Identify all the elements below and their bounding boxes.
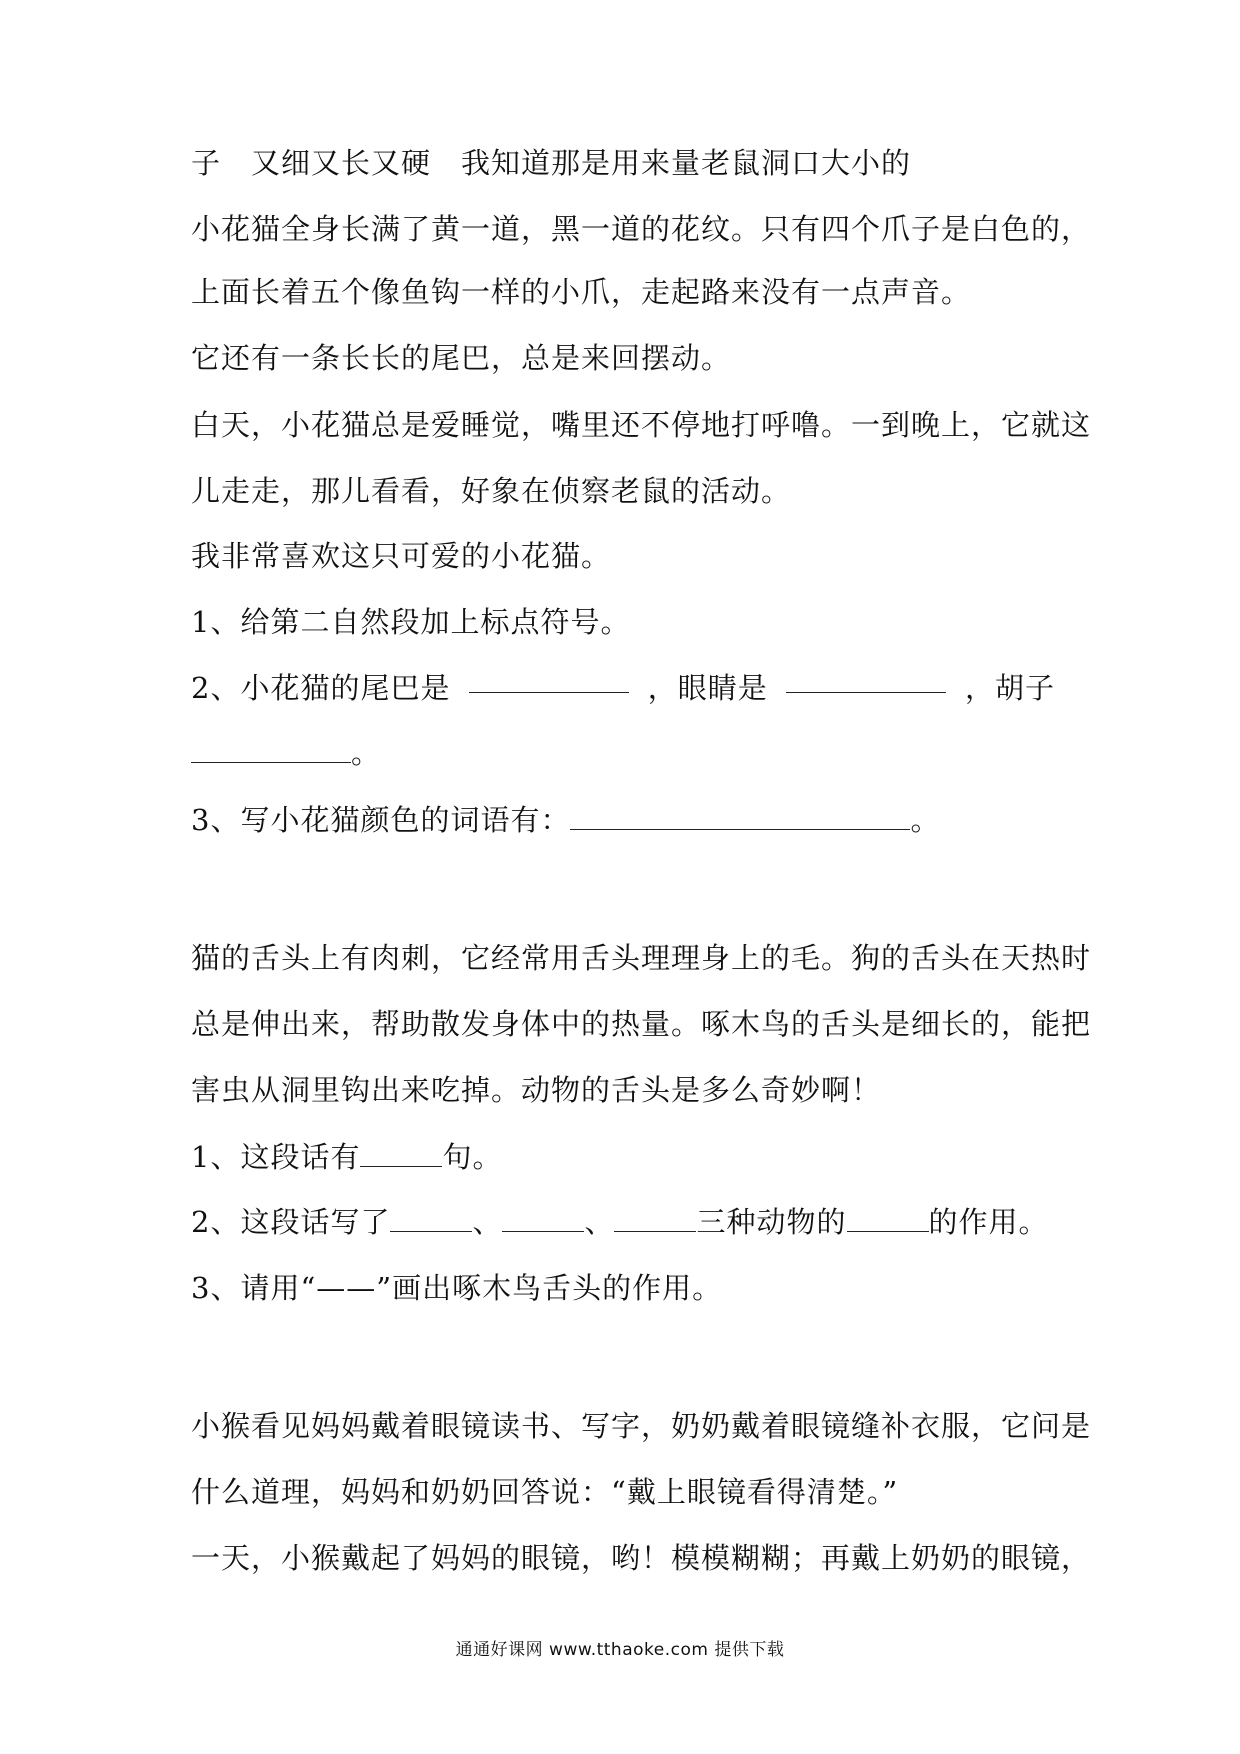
answer-blank[interactable] (614, 1207, 696, 1232)
q2-part-b: ，眼睛是 (647, 671, 768, 705)
passage1-line-7: 我非常喜欢这只可爱的小花猫。 (191, 539, 612, 573)
p2q2-suffix: 的作用。 (928, 1205, 1049, 1239)
passage1-line-3: 上面长着五个像鱼钩一样的小爪，走起路来没有一点声音。 (191, 275, 972, 309)
passage2-line-2: 总是伸出来，帮助散发身体中的热量。啄木鸟的舌头是细长的，能把 (191, 1007, 1092, 1041)
q3-prefix: 3、写小花猫颜色的词语有： (191, 803, 571, 837)
passage1-question-1: 1、给第二自然段加上标点符号。 (191, 605, 631, 639)
passage2-line-3: 害虫从洞里钩出来吃掉。动物的舌头是多么奇妙啊！ (191, 1073, 882, 1107)
passage1-line-4: 它还有一条长长的尾巴，总是来回摆动。 (191, 341, 732, 375)
q2-part-a: 2、小花猫的尾巴是 (191, 671, 451, 705)
p2q1-prefix: 1、这段话有 (191, 1140, 361, 1174)
p2q2-prefix: 2、这段话写了 (191, 1205, 391, 1239)
answer-blank[interactable] (502, 1207, 584, 1232)
passage1-line-5: 白天，小花猫总是爱睡觉，嘴里还不停地打呼噜。一到晚上，它就这 (191, 408, 1092, 442)
passage3-line-1: 小猴看见妈妈戴着眼镜读书、写字，奶奶戴着眼镜缝补衣服，它问是 (191, 1409, 1092, 1443)
passage1-line-2: 小花猫全身长满了黄一道，黑一道的花纹。只有四个爪子是白色的， (191, 212, 1092, 246)
p2q1-suffix: 句。 (442, 1140, 503, 1174)
page-footer: 通通好课网 www.tthaoke.com 提供下载 (455, 1640, 785, 1660)
answer-blank[interactable] (570, 805, 910, 830)
p2q2-sep1: 、 (472, 1205, 503, 1239)
answer-blank[interactable] (847, 1207, 929, 1232)
passage2-question-1 (191, 1137, 1061, 1177)
q3-end: 。 (910, 803, 941, 837)
answer-blank[interactable] (469, 668, 629, 693)
q2-end: 。 (351, 736, 382, 770)
p2q2-sep2: 、 (584, 1205, 615, 1239)
passage2-question-3: 3、请用“——”画出啄木鸟舌头的作用。 (191, 1271, 723, 1305)
passage2-line-1: 猫的舌头上有肉刺，它经常用舌头理理身上的毛。狗的舌头在天热时 (191, 941, 1092, 975)
passage3-line-2: 什么道理，妈妈和奶奶回答说：“戴上眼镜看得清楚。” (191, 1475, 899, 1509)
answer-blank[interactable] (390, 1207, 472, 1232)
passage2-question-2 (191, 1202, 1061, 1242)
passage1-question-3 (191, 800, 1061, 840)
passage1-question-2 (191, 668, 1055, 708)
passage1-question-2-cont (191, 733, 1061, 773)
passage1-line-6: 儿走走，那儿看看，好象在侦察老鼠的活动。 (191, 474, 792, 508)
answer-blank[interactable] (786, 668, 946, 693)
answer-blank[interactable] (360, 1142, 442, 1167)
passage1-line-1: 子 又细又长又硬 我知道那是用来量老鼠洞口大小的 (191, 146, 912, 180)
q2-part-c: ，胡子 (964, 671, 1055, 705)
answer-blank[interactable] (191, 738, 351, 763)
passage3-line-3: 一天，小猴戴起了妈妈的眼镜，哟！模模糊糊；再戴上奶奶的眼镜， (191, 1541, 1092, 1575)
p2q2-mid: 三种动物的 (696, 1205, 847, 1239)
